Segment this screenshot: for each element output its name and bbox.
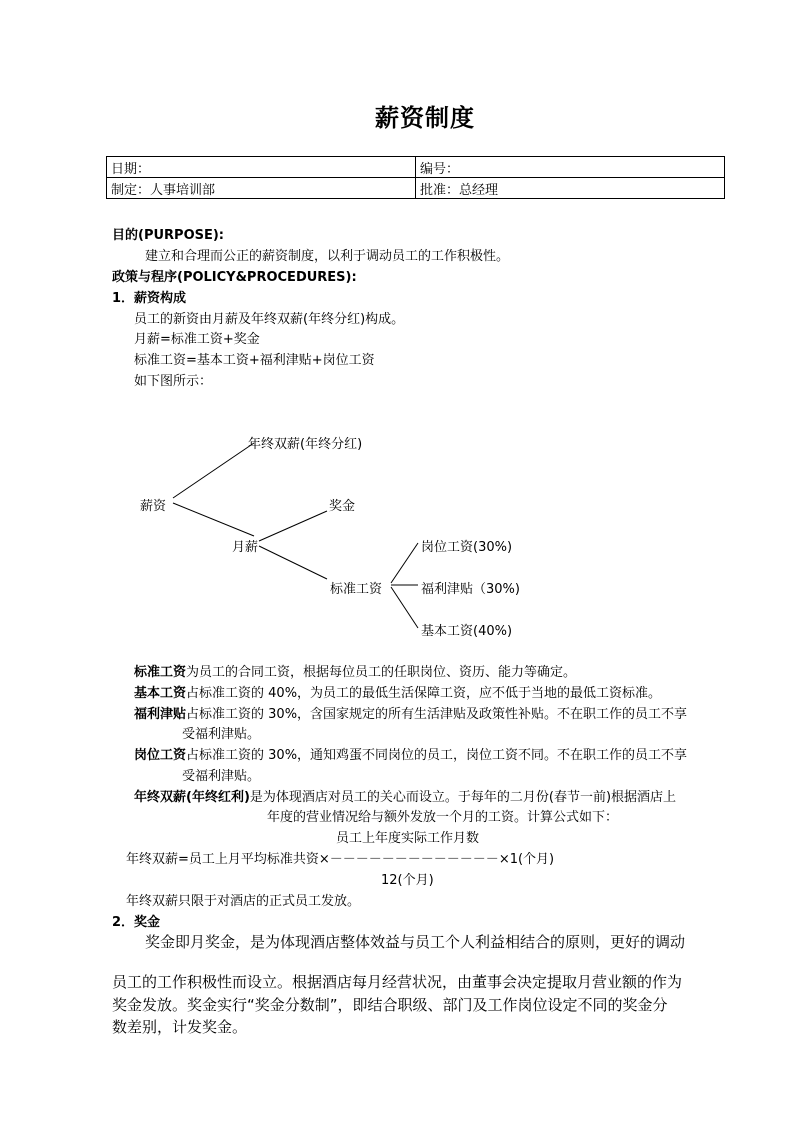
definition-welfare-allowance-cont: 受福利津贴。 [182, 727, 261, 742]
definition-basic-wage: 基本工资占标准工资的 40%，为员工的最低生活保障工资，应不低于当地的最低工资标准。 [134, 686, 662, 701]
tree-node-bonus: 奖金 [329, 499, 356, 514]
section1-line: 标准工资=基本工资+福利津贴+岗位工资 [134, 353, 375, 368]
definition-standard-wage: 标准工资为员工的合同工资，根据每位员工的任职岗位、资历、能力等确定。 [134, 665, 577, 680]
section1-line: 月薪=标准工资+奖金 [134, 332, 260, 347]
formula-note: 年终双薪只限于对酒店的正式员工发放。 [126, 894, 361, 909]
section2-heading: 2．奖金 [112, 915, 161, 930]
policy-heading: 政策与程序(POLICY&PROCEDURES): [112, 270, 357, 285]
formula-denominator: 12(个月) [381, 873, 434, 888]
section2-paragraph-line: 员工的工作积极性而设立。根据酒店每月经营状况，由董事会决定提取月营业额的作为 [112, 973, 683, 991]
tree-node-basic-wage: 基本工资(40%) [421, 624, 513, 639]
purpose-heading: 目的(PURPOSE): [112, 228, 224, 243]
tree-node-standard-wage: 标准工资 [330, 582, 383, 597]
definition-year-end-bonus: 年终双薪(年终红利)是为体现酒店对员工的关心而设立。于每年的二月份(春节一前)根据酒店上 [134, 790, 677, 805]
edge-monthly-bonus [259, 511, 327, 541]
section2-paragraph-line: 奖金发放。奖金实行“奖金分数制”，即结合职级、部门及工作岗位设定不同的奖金分 [112, 996, 668, 1014]
purpose-text: 建立和合理而公正的薪资制度，以利于调动员工的工作积极性。 [145, 249, 510, 264]
section1-line: 如下图所示： [134, 374, 213, 389]
edge-standard-post [391, 543, 418, 583]
edge-root-monthly [173, 503, 254, 536]
section2-paragraph-line: 奖金即月奖金，是为体现酒店整体效益与员工个人利益相结合的原则，更好的调动 [145, 933, 686, 951]
tree-node-monthly-salary: 月薪 [232, 540, 259, 555]
tree-node-post-wage: 岗位工资(30%) [421, 540, 513, 555]
tree-node-year-end-bonus: 年终双薪(年终分红) [248, 437, 363, 452]
definition-post-wage: 岗位工资占标准工资的 30%，通知鸡蛋不同岗位的员工，岗位工资不同。不在职工作的员工不享 [134, 748, 688, 763]
tree-node-salary: 薪资 [140, 499, 167, 514]
edge-root-yearend [173, 443, 254, 498]
edge-monthly-standard [259, 546, 327, 579]
section2-paragraph-line: 数差别，计发奖金。 [112, 1018, 248, 1036]
definition-welfare-allowance: 福利津贴占标准工资的 30%，含国家规定的所有生活津贴及政策性补贴。不在职工作的员工不享 [134, 707, 688, 722]
number-cell: 编号： [416, 157, 725, 178]
formula-numerator: 员工上年度实际工作月数 [336, 831, 480, 846]
section1-heading: 1．薪资构成 [112, 291, 187, 306]
date-cell: 日期： [107, 157, 416, 178]
made-by-cell: 制定：人事培训部 [107, 178, 416, 199]
section1-line: 员工的新资由月薪及年终双薪(年终分红)构成。 [134, 312, 405, 327]
approved-by-cell: 批准：总经理 [416, 178, 725, 199]
tree-node-welfare-allowance: 福利津贴（30%) [421, 582, 520, 597]
definition-year-end-bonus-cont: 年度的营业情况给与额外发放一个月的工资。计算公式如下： [267, 810, 619, 825]
edge-standard-basic [391, 587, 418, 628]
formula-line: 年终双薪=员工上月平均标准共资×－－－－－－－－－－－－－×1(个月) [126, 852, 555, 867]
page-title: 薪资制度 [375, 103, 475, 132]
definition-post-wage-cont: 受福利津贴。 [182, 769, 261, 784]
